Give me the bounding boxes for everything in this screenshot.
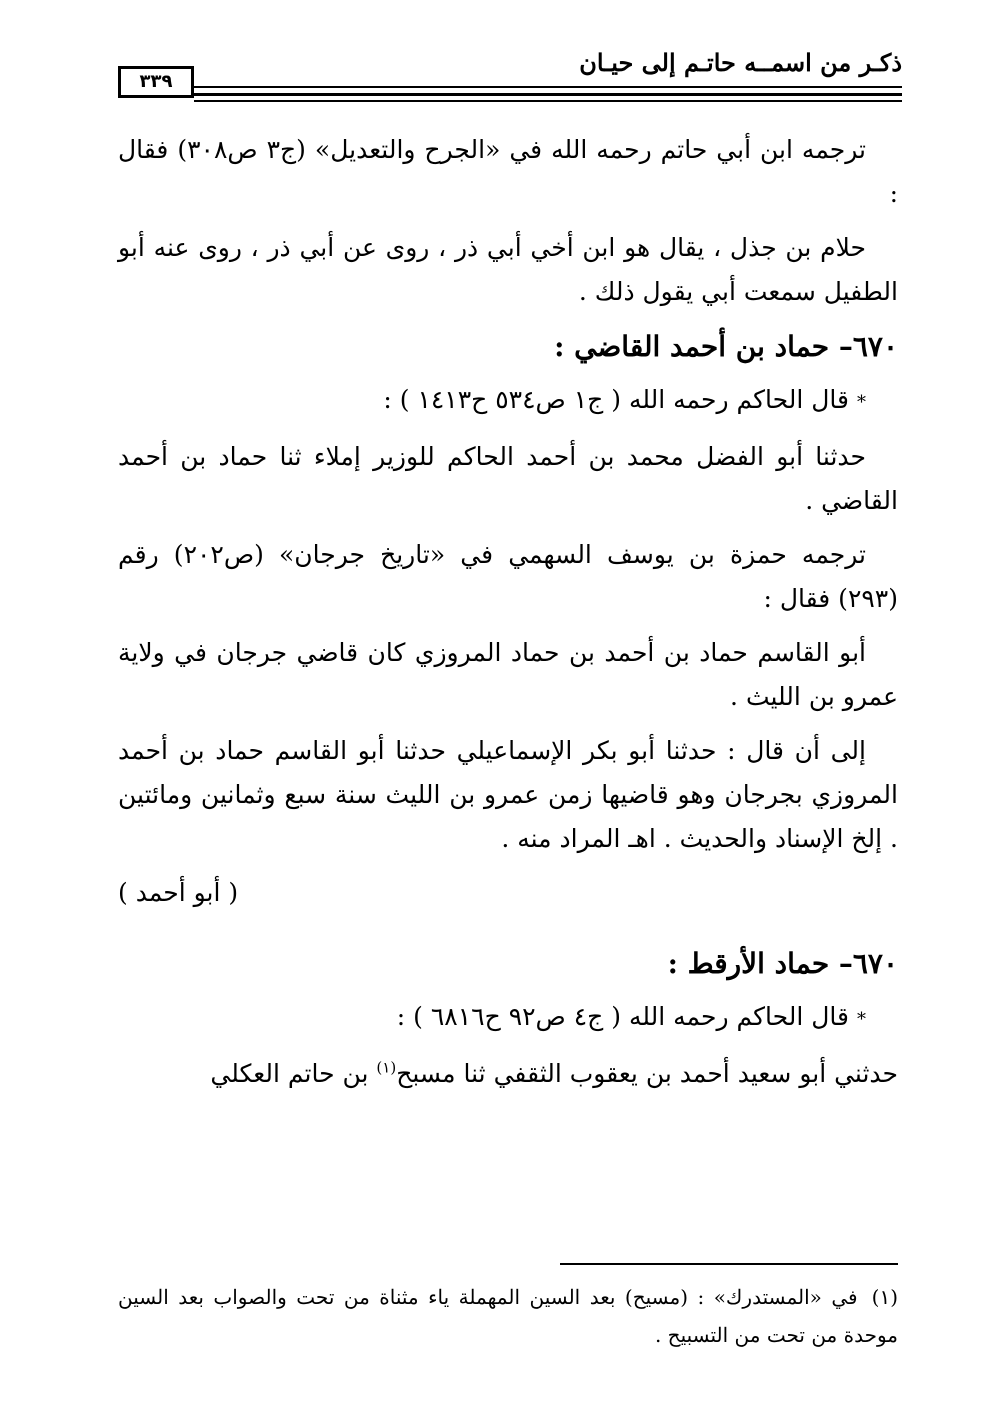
entry-heading-2: ٦٧٠– حماد الأرقط : <box>667 947 898 980</box>
paragraph-8 <box>118 995 898 1042</box>
paragraph-2: حلام بن جذل ، يقال هو ابن أخي أبي ذر ، روى عن أبي ذر ، روى عنه أبو الطفيل سمعت أبي يقول ذلك . <box>118 233 898 306</box>
running-title: ذكـر من اسمــه حاتـم إلى حيـان <box>579 48 902 77</box>
paragraph-9-text-before: حدثني أبو سعيد أحمد بن يعقوب الثقفي ثنا مسبح <box>396 1059 898 1088</box>
entry-heading-1: ٦٧٠– حماد بن أحمد القاضي : <box>554 330 898 363</box>
paragraph-9 <box>118 1052 898 1096</box>
footnote-number: (١) <box>871 1285 898 1309</box>
paragraph-9-text-after: بن حاتم العكلي <box>210 1059 369 1088</box>
star-marker: * <box>857 1009 866 1030</box>
header-rule-top <box>194 86 902 88</box>
paragraph-8-text: قال الحاكم رحمه الله ( ج٤ ص٩٢ ح٦٨١٦ ) : <box>396 1002 849 1031</box>
paragraph-6: أبو القاسم حماد بن أحمد بن حماد المروزي كان قاضي جرجان في ولاية عمرو بن الليث . <box>118 638 898 711</box>
paragraph-4: حدثنا أبو الفضل محمد بن أحمد الحاكم للوزير إملاء ثنا حماد بن أحمد القاضي . <box>118 442 898 515</box>
main-text <box>118 128 898 1106</box>
footnote-rule <box>560 1263 898 1265</box>
page-number: ٣٣٩ <box>118 66 194 98</box>
star-marker: * <box>857 392 866 413</box>
footnote-text: في «المستدرك» : (مسيح) بعد السين المهملة ياء مثناة من تحت والصواب بعد السين موحدة من تحت من التسبيح . <box>118 1285 898 1347</box>
paragraph-3-text: قال الحاكم رحمه الله ( ج١ ص٥٣٤ ح١٤١٣ ) : <box>383 385 849 414</box>
author-signoff: ( أبو أحمد ) <box>118 878 239 907</box>
footnote-1 <box>118 1278 898 1354</box>
paragraph-7: إلى أن قال : حدثنا أبو بكر الإسماعيلي حدثنا أبو القاسم حماد بن أحمد المروزي بجرجان وهو قاضيها زمن عمرو بن الليث سنة سبع وثمانين ومائتين . إلخ الإسناد والحديث . اهـ المراد منه . <box>118 736 898 853</box>
paragraph-1: ترجمه ابن أبي حاتم رحمه الله في «الجرح والتعديل» (ج٣ ص٣٠٨) فقال : <box>118 135 898 208</box>
header-rule-middle <box>194 93 902 96</box>
paragraph-3 <box>118 378 898 425</box>
header-rule-bottom <box>194 100 902 102</box>
footnote-reference: (١) <box>376 1058 397 1077</box>
paragraph-5: ترجمه حمزة بن يوسف السهمي في «تاريخ جرجان» (ص٢٠٢) رقم (٢٩٣) فقال : <box>118 540 898 613</box>
